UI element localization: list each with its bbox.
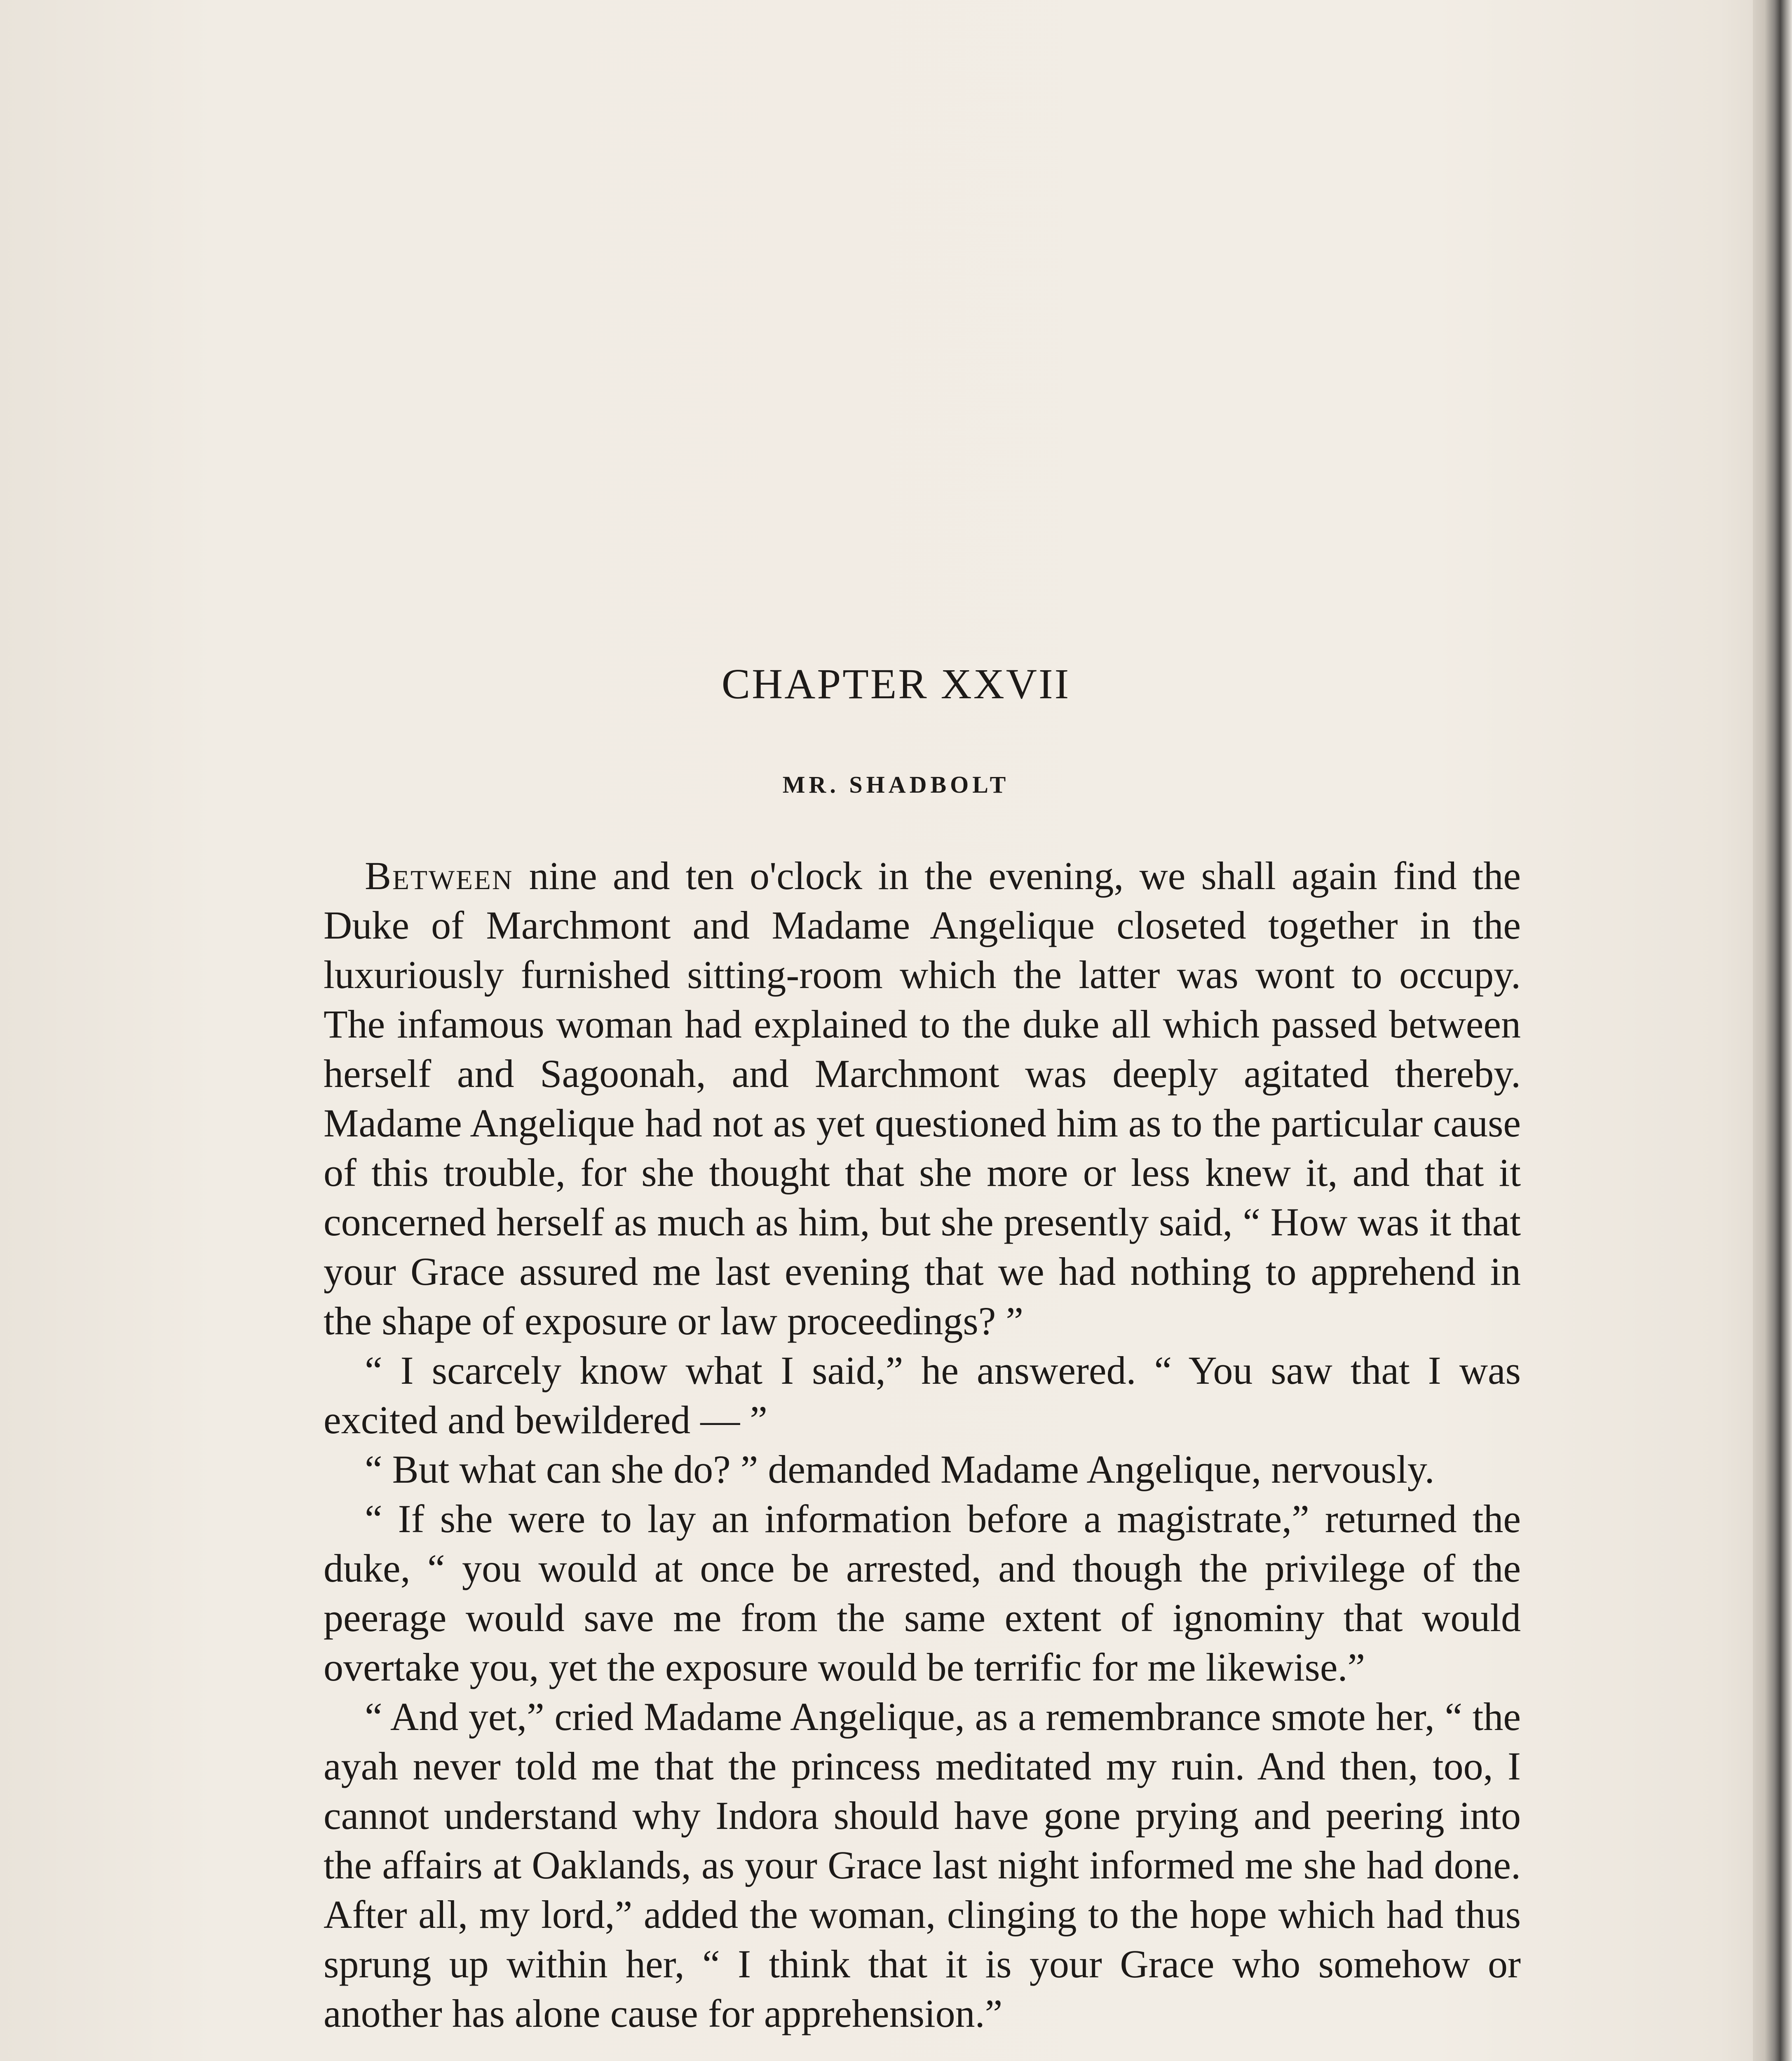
paragraph-3: “ But what can she do? ” demanded Madame Angelique, nervously. — [365, 1447, 1435, 1491]
paragraph-2: “ I scarcely know what I said,” he answered. “ You saw that I was excited and bewildered — ” — [324, 1348, 1521, 1442]
paragraph-1 — [324, 851, 1521, 1346]
paragraph-4: “ If she were to lay an information before a magistrate,” returned the duke, “ you would at once be arrested, and though the privilege of the peerage would save me from the same extent of ignominy that would overtake you, yet the exposure would be terrific for me likewise.” — [324, 1497, 1521, 1689]
paragraph-5: “ And yet,” cried Madame Angelique, as a remembrance smote her, “ the ayah never told me that the princess meditated my ruin. And then, too, I cannot understand why Indora should have gone prying and peering into the affairs at Oaklands, as your Grace last night informed me she had done. After all, my lord,” added the woman, clinging to the hope which had thus sprung up within her, “ I think that it is your Grace who somehow or another has alone cause for apprehension.” — [324, 1695, 1521, 2035]
paragraph-1-lead-word: Between — [365, 854, 514, 898]
chapter-subtitle: MR. SHADBOLT — [782, 771, 1010, 798]
page-edge — [1753, 0, 1792, 2061]
chapter-title: CHAPTER XXVII — [721, 660, 1071, 708]
chapter-body — [324, 851, 1521, 2038]
paragraph-1-text: nine and ten o'clock in the evening, we shall again find the Duke of Marchmont and Madame Angelique closeted together in the luxuriously furnished sitting-room which the latter was wont to occupy. The infamous woman had explained to the duke all which passed between herself and Sagoonah, and Marchmont was deeply agitated thereby. Madame Angelique had not as yet questioned him as to the particular cause of this trouble, for she thought that she more or less knew it, and that it concerned herself as much as him, but she presently said, “ How was it that your Grace assured me last evening that we had nothing to apprehend in the shape of exposure or law proceedings? ” — [324, 854, 1521, 1343]
